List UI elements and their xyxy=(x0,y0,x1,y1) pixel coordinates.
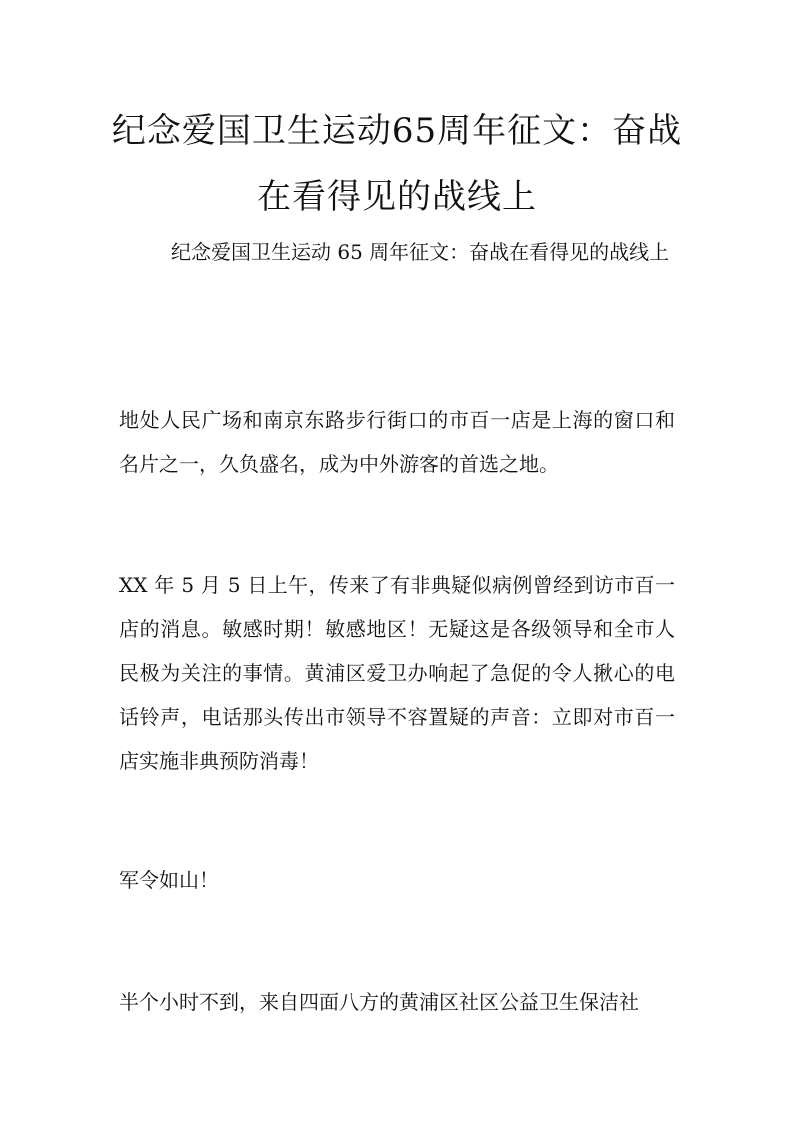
paragraph: XX 年 5 月 5 日上午，传来了有非典疑似病例曾经到访市百一店的消息。敏感时期！敏感地区！无疑这是各级领导和全市人民极为关注的事情。黄浦区爱卫办响起了急促的令人揪心的电话铃声，电话那头传出市领导不容置疑的声音：立即对市百一店实施非典预防消毒！ xyxy=(119,573,675,773)
document-subtitle: 纪念爱国卫生运动 65 周年征文：奋战在看得见的战线上 xyxy=(171,240,670,264)
paragraph: 半个小时不到，来自四面八方的黄浦区社区公益卫生保洁社 xyxy=(119,990,639,1014)
paragraph: 军令如山！ xyxy=(119,868,219,892)
document-title: 纪念爱国卫生运动65周年征文：奋战在看得见的战线上 xyxy=(111,111,683,217)
paragraph: 地处人民广场和南京东路步行街口的市百一店是上海的窗口和名片之一，久负盛名，成为中外游客的首选之地。 xyxy=(119,408,675,476)
